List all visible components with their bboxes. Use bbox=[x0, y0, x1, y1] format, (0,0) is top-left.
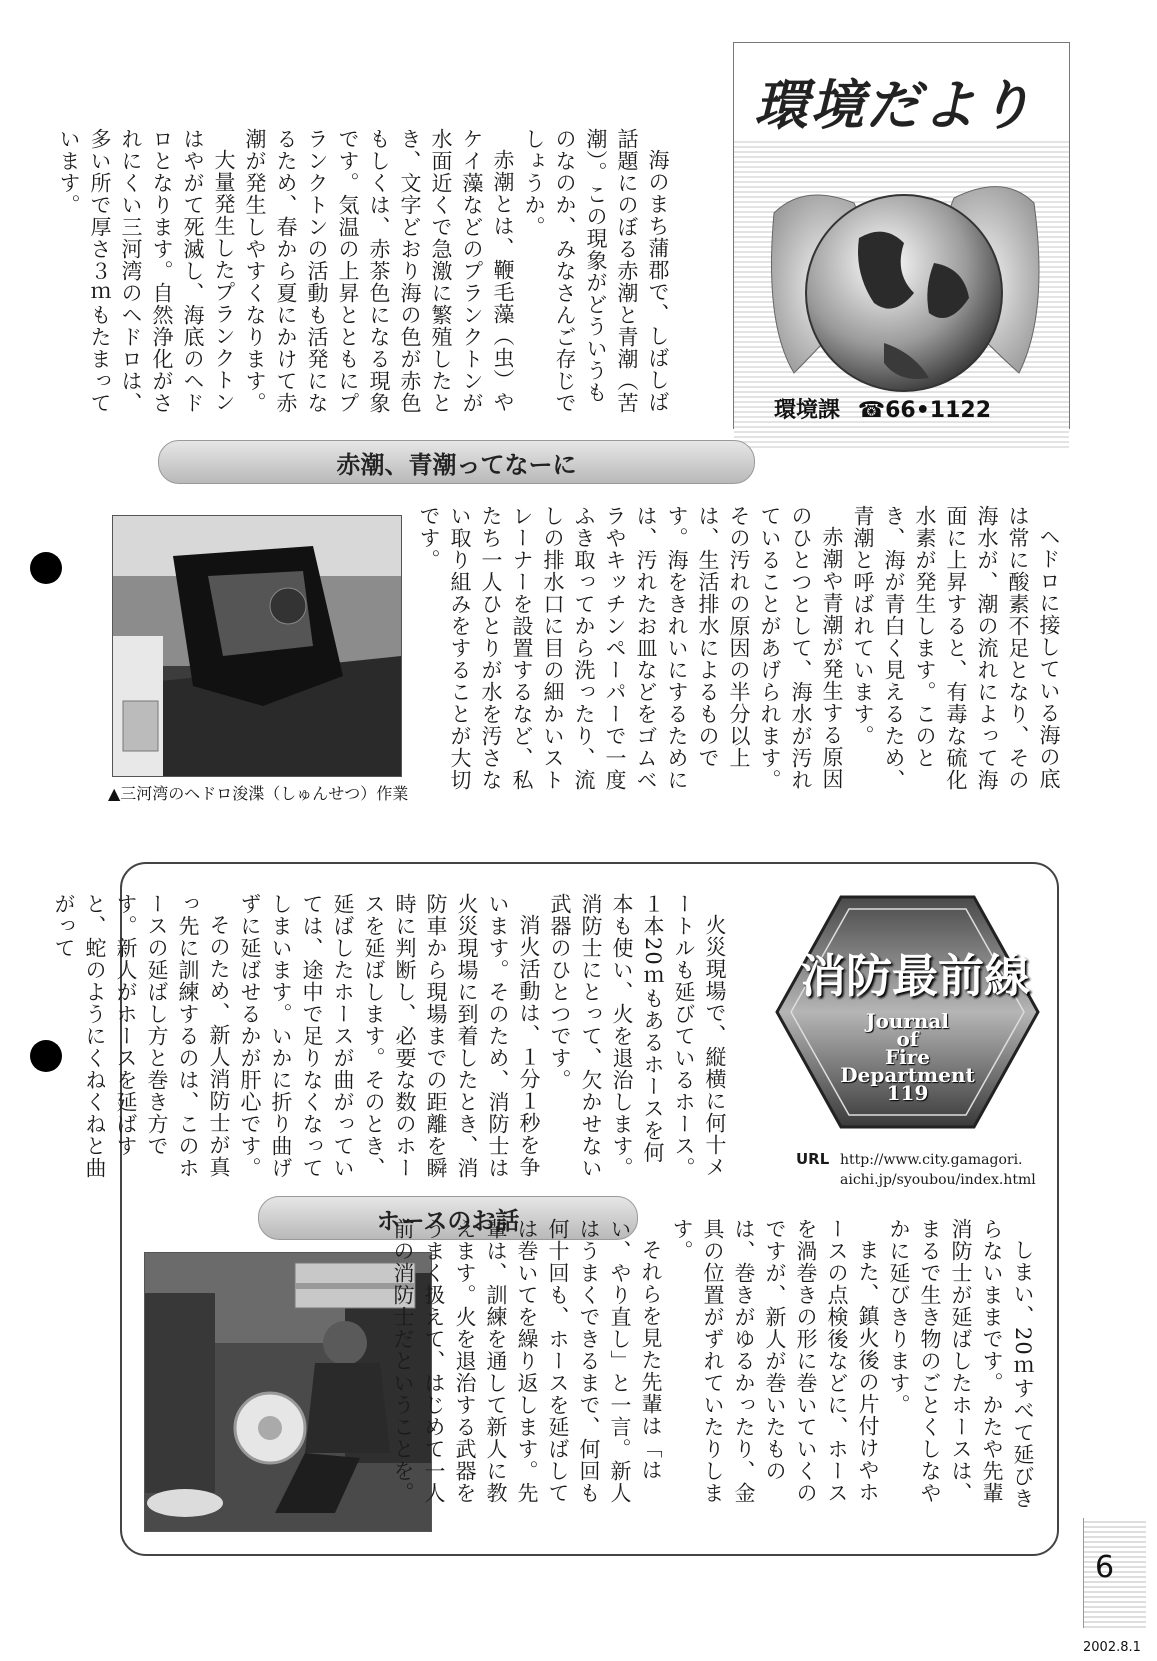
fire-url-line2: aichi.jp/syoubou/index.html bbox=[840, 1172, 1036, 1188]
paragraph: そのため、新人消防士が真っ先に訓練するのは、このホースの延ばし方と巻き方です。新人がホースを延ばすと、蛇のようにくねくねと曲がって bbox=[52, 893, 231, 1179]
env-contact bbox=[774, 393, 991, 424]
paragraph: 赤潮や青潮が発生する原因のひとつとして、海水が汚れていることがあげられます。その汚れの原因の半分以上は、生活排水によるものです。海をきれいにするためには、汚れたお皿などをゴムベラやキッチンペーパーで一度ふき取ってから洗ったり、流しの排水口に目の細かいストレーナーを設置するなど、私たち一人ひとりが水を汚さない取り組みをすることが大切です。 bbox=[417, 505, 844, 791]
paragraph: それらを見た先輩は「はい、やり直し」と一言。新人はうまくできるまで、何回も何十回も、ホースを延ばしては巻いてを繰り返します。先輩は、訓練を通して新人に教えます。火を退治する武器をうまく扱えて、はじめて一人前の消防士だということを。 bbox=[391, 1218, 663, 1504]
paragraph: 火災現場で、縦横に何十メートルも延びているホース。１本20ｍもあるホースを何本も使い、火を退治します。消防士にとって、欠かせない武器のひとつです。 bbox=[548, 893, 727, 1179]
akashio-text-col1 bbox=[57, 128, 673, 425]
paragraph: 消火活動は、１分１秒を争います。そのため、消防士は火災現場に到着したとき、消防車から現場までの距離を瞬時に判断し、必要な数のホースを延ばします。そのとき、延ばしたホースが曲がっていては、途中で足りなくなってしまいます。いかに折り曲げずに延ばせるかが肝心です。 bbox=[238, 893, 541, 1179]
page-number: 6 bbox=[1095, 1550, 1115, 1585]
dredging-photo bbox=[112, 515, 402, 777]
dredging-photo-image bbox=[113, 516, 401, 776]
fire-logo-sub-line: of bbox=[896, 1027, 919, 1051]
env-phone: 66•1122 bbox=[885, 398, 992, 423]
hose-heading: ホースのお話 bbox=[258, 1196, 638, 1240]
page-number-box bbox=[1083, 1518, 1146, 1628]
paragraph: しまい、20ｍすべて延びきらないままです。かたや先輩消防士が延ばしたホースは、まるで生き物のごとくしなやかに延びきります。 bbox=[887, 1218, 1035, 1510]
fire-logo-sub bbox=[800, 1009, 1015, 1105]
paragraph: 赤潮とは、鞭毛藻（虫）やケイ藻などのプランクトンが水面近くで急激に繁殖したとき、文字どおり海の色が赤色もしくは、赤茶色になる現象です。気温の上昇とともにプランクトンの活動も活発になるため、春から夏にかけて赤潮が発生しやすくなります。 bbox=[243, 128, 515, 414]
fire-text-col1 bbox=[52, 893, 730, 1183]
fire-logo-title: 消防最前線 bbox=[800, 949, 1030, 1003]
dredging-photo-caption: ▲三河湾のヘドロ浚渫（しゅんせつ）作業 bbox=[108, 784, 409, 803]
fire-logo-sub-line: Department bbox=[840, 1063, 975, 1087]
akashio-heading: 赤潮、青潮ってなーに bbox=[158, 440, 755, 484]
fire-url-label: URL bbox=[796, 1150, 830, 1168]
fire-url-line1: http://www.city.gamagori. bbox=[840, 1152, 1023, 1168]
fire-url-link[interactable] bbox=[840, 1150, 1036, 1190]
env-header-box bbox=[733, 42, 1070, 429]
punch-hole-top bbox=[30, 552, 62, 584]
env-title: 環境だより bbox=[754, 73, 1034, 137]
issue-date: 2002.8.1 bbox=[1083, 1640, 1141, 1655]
akashio-text-col2 bbox=[412, 505, 1064, 795]
globe-hands-image bbox=[764, 143, 1044, 423]
fire-logo-sub-line: Fire bbox=[884, 1045, 931, 1069]
paragraph: ヘドロに接している海の底は常に酸素不足となり、その海水が、潮の流れによって海面に上昇すると、有毒な硫化水素が発生します。このとき、海が青白く見えるため、青潮と呼ばれています。 bbox=[851, 505, 1061, 791]
paragraph: また、鎮火後の片付けやホースの点検後などに、ホースを渦巻きの形に巻いていくのですが、新人が巻いたものは、巻きがゆるかったり、金具の位置がずれていたりします。 bbox=[670, 1218, 880, 1504]
fire-logo-sub-line: Journal bbox=[866, 1009, 949, 1033]
env-dept-label: 環境課 bbox=[774, 398, 841, 423]
paragraph: 海のまち蒲郡で、しばしば話題にのぼる赤潮と青潮（苦潮）。この現象がどういうものなのか、みなさんご存じでしょうか。 bbox=[522, 128, 670, 414]
paragraph: 大量発生したプランクトンはやがて死滅し、海底のヘドロとなります。自然浄化がされにくい三河湾のヘドロは、多い所で厚さ３ｍもたまっています。 bbox=[57, 128, 236, 414]
phone-icon: ☎ bbox=[857, 398, 886, 423]
fire-logo-sub-line: 119 bbox=[886, 1081, 929, 1105]
